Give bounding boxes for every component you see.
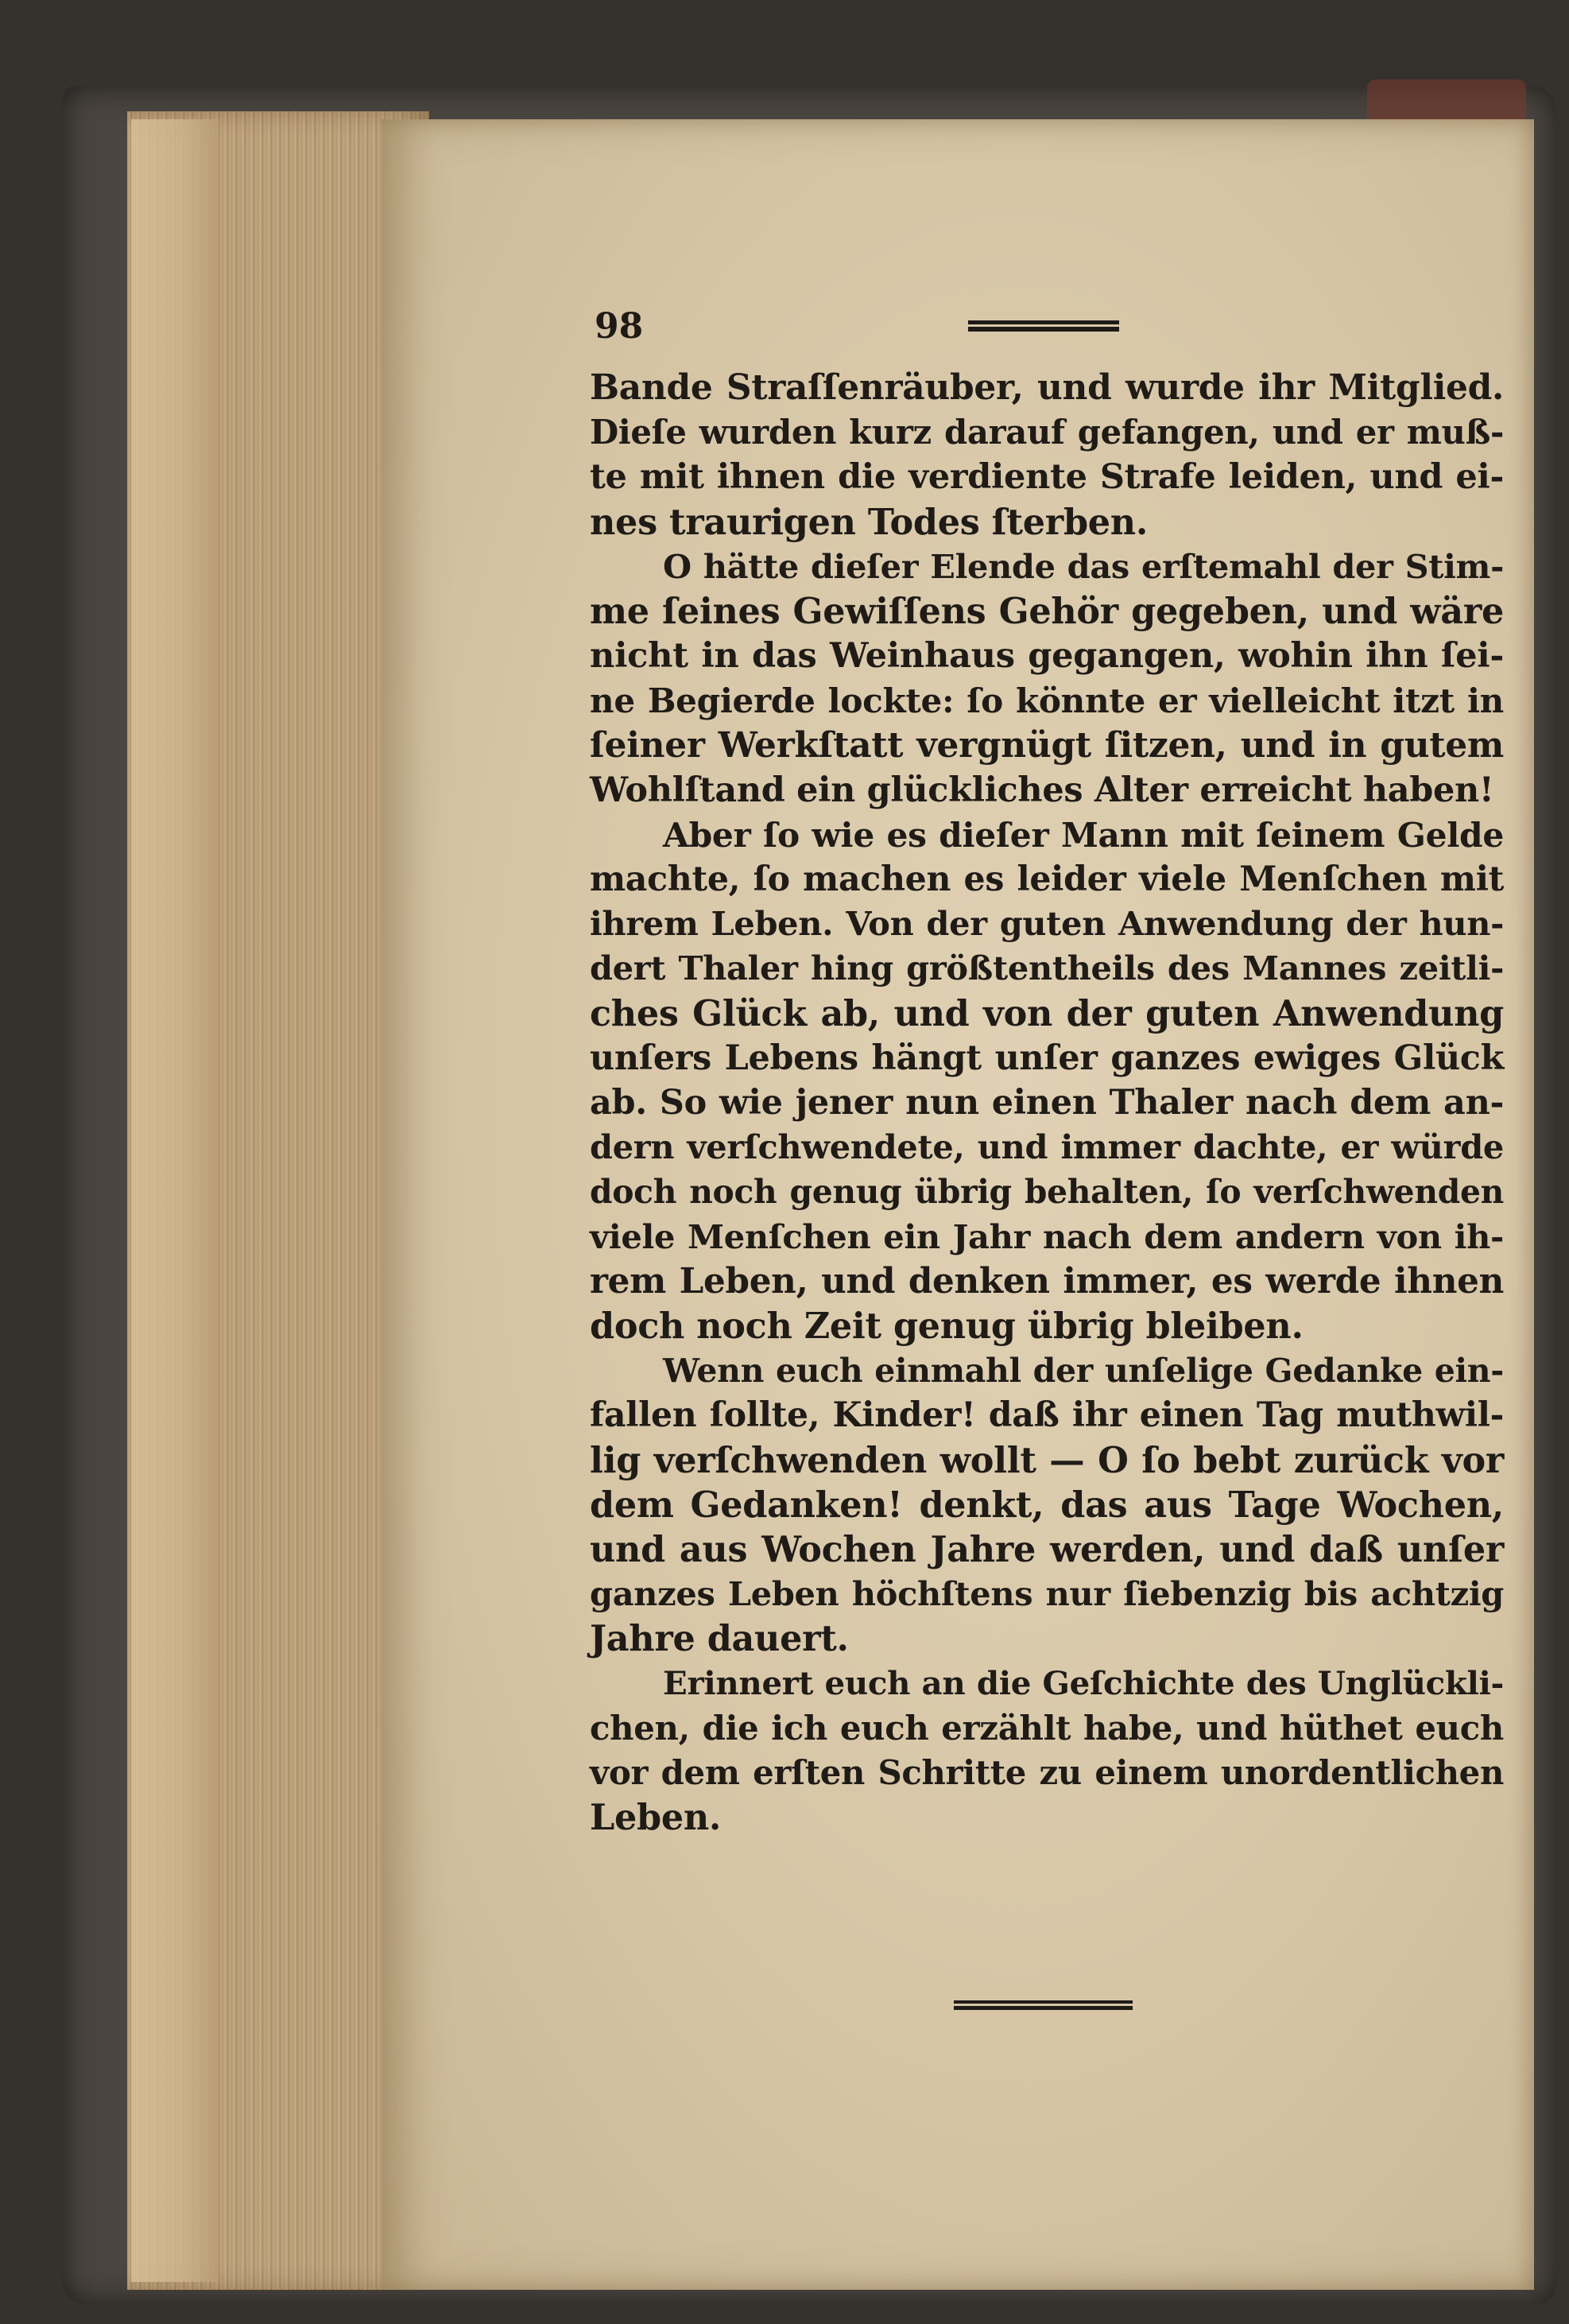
text-line: Jahre dauert.: [590, 1618, 849, 1660]
page-header: [595, 306, 1119, 354]
text-line: vor dem erſten Schritte zu einem unordentlichen: [590, 1752, 1504, 1792]
text-line: doch noch Zeit genug übrig bleiben.: [590, 1305, 1304, 1347]
text-line: dert Thaler hing größtentheils des Mannes zeitli-: [590, 949, 1504, 988]
text-line: O hätte dieſer Elende das erſtemahl der Stim-: [663, 546, 1504, 586]
text-line: Wohlſtand ein glückliches Alter erreicht haben!: [590, 770, 1494, 810]
text-line: ganzes Leben höchſtens nur ſiebenzig bis achtzig: [590, 1574, 1504, 1614]
text-line: rem Leben, und denken immer, es werde ihnen: [590, 1260, 1504, 1302]
page-number: 98: [595, 306, 644, 347]
text-line: fallen ſollte, Kinder! daß ihr einen Tag muthwil-: [590, 1395, 1504, 1436]
text-line: Dieſe wurden kurz darauf gefangen, und er muß-: [590, 413, 1504, 452]
text-line: te mit ihnen die verdiente Strafe leiden, und ei-: [590, 457, 1504, 498]
text-line: ne Begierde lockte: ſo könnte er vielleicht itzt in: [590, 681, 1504, 721]
text-line: Erinnert euch an die Geſchichte des Unglückli-: [663, 1664, 1504, 1703]
text-line: nes traurigen Todes ſterben.: [590, 501, 1149, 543]
body-text: [590, 366, 1504, 1840]
header-ornament-rule: [968, 320, 1119, 332]
text-line: nicht in das Weinhaus gegangen, wohin ihn ſei-: [590, 635, 1504, 677]
text-line: viele Menſchen ein Jahr nach dem andern von ih-: [590, 1216, 1504, 1256]
text-line: Aber ſo wie es dieſer Mann mit ſeinem Gelde: [663, 814, 1504, 855]
text-line: und aus Wochen Jahre werden, und daß unſer: [590, 1528, 1504, 1570]
text-line: ſeiner Werkſtatt vergnügt ſitzen, und in gutem: [590, 724, 1504, 766]
text-line: dem Gedanken! denkt, das aus Tage Wochen,: [590, 1484, 1504, 1526]
page-fore-edge: [131, 119, 219, 2282]
text-line: doch noch genug übrig behalten, ſo verſchwenden: [590, 1173, 1504, 1212]
text-line: Bande Straſſenräuber, und wurde ihr Mitglied.: [590, 367, 1504, 408]
text-line: ihrem Leben. Von der guten Anwendung der hun-: [590, 904, 1504, 944]
text-line: chen, die ich euch erzählt habe, und hüthet euch: [590, 1708, 1504, 1748]
text-line: ches Glück ab, und von der guten Anwendung: [590, 992, 1504, 1034]
text-line: Leben.: [590, 1797, 722, 1838]
text-line: Wenn euch einmahl der unſelige Gedanke ein-: [663, 1352, 1504, 1391]
text-line: dern verſchwendete, und immer dachte, er würde: [590, 1127, 1504, 1167]
text-line: unſers Lebens hängt unſer ganzes ewiges Glück: [590, 1038, 1504, 1078]
end-ornament-rule: [954, 2000, 1133, 2010]
text-line: ab. So wie jener nun einen Thaler nach dem an-: [590, 1083, 1504, 1123]
text-line: me ſeines Gewiſſens Gehör gegeben, und wäre: [590, 590, 1504, 632]
text-line: lig verſchwenden wollt — O ſo bebt zurück vor: [590, 1439, 1504, 1481]
text-line: machte, ſo machen es leider viele Menſchen mit: [590, 859, 1504, 900]
